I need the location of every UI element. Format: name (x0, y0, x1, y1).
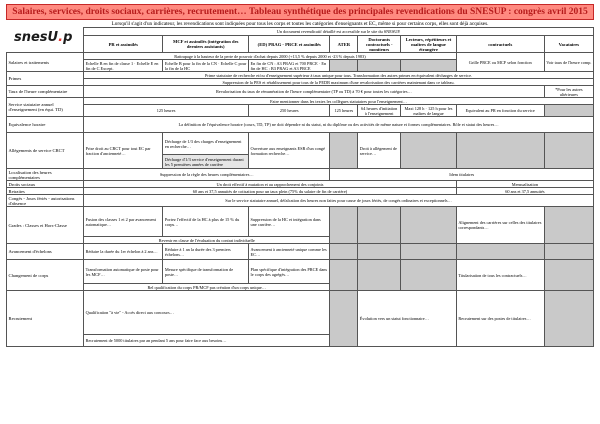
primes-line-1: Prime statutaire de recherche et/ou d'enseignement supérieur à taux unique pour tous. Transformation des autres primes en équivalent décharges de service. (84, 72, 594, 79)
col-ed: (ED) PRAG - PRCE et assimilés (249, 36, 330, 53)
retraites-text: 60 ans et 37,5 annuités de cotisation pour un taux plein (75% du salaire de fin de carrière) (84, 188, 457, 195)
row-label-retraites: Retraites (7, 188, 84, 195)
revendications-table (6, 27, 594, 347)
row-label-localisation: Localisation des heures complémentaires (7, 169, 84, 181)
row-label-droits: Droits sociaux (7, 181, 84, 188)
service-doct: 64 heures d'initiation à l'enseignement (358, 105, 401, 117)
grades-pr: Fusion des classes 1 et 2 par avancement automatique… (84, 207, 163, 237)
grey-cell (330, 60, 358, 72)
row-label-service: Service statutaire annuel d'enseignement (en équi. TD) (7, 98, 84, 117)
service-ater: 125 heures (330, 105, 358, 117)
salaires-top: Rattrapage à la hauteur de la perte de pouvoir d'achat depuis 2000 (+13,5 % depuis 2000 et -23 % depuis 1983) (84, 53, 457, 60)
localisation-text: Suppression de la règle des heures complémentaires… (84, 169, 330, 181)
changement-ed: Plan spécifique d'intégration des PRCE dans le corps des agrégés… (249, 260, 330, 284)
document-subtitle: Lorsqu'il s'agit d'un indicateur, les revendications sont indiquées pour tous les corps et toutes les catégories d'enseignants et EC, même si pour certains corps, elles sont déjà acquises. (111, 21, 489, 27)
row-label-recrutement: Recrutement (7, 291, 84, 347)
retraites-right: 60 ans et 37,5 annuités (456, 188, 593, 195)
row-label-equiv: Equivalence horaire (7, 117, 84, 133)
service-250: 250 heures (249, 105, 330, 117)
heure-text: Revalorisation du taux de rémunération de l'heure complémentaire (TP ou TD) à 70 € pour toutes les catégories… (84, 86, 545, 98)
col-doct: Doctorants contractuels - moniteurs (358, 36, 401, 53)
grey-cell (544, 260, 593, 291)
salaires-pr: Echelle B en fin de classe 1 · Echelle E en fin de C Except. (84, 60, 163, 72)
recrutement-contr: Recrutement sur des postes de titulaires… (456, 291, 544, 347)
grades-bottom: Revenir en classe de l'évaluation du contrat individuelle (84, 237, 330, 244)
droits-text: Un droit effectif à mutation et au rapprochement des conjoints (84, 181, 457, 188)
heure-note: *Pour les autres ultérieures (544, 86, 593, 98)
grey-cell (358, 207, 401, 244)
grey-cell (401, 60, 457, 72)
col-lect: Lecteurs, répétiteurs et maîtres de langue étrangère (401, 36, 457, 53)
changement-contr: Titularisation de tous les contractuels… (456, 260, 544, 291)
recrutement-ed: Évolution vers un statut fonctionnaire… (358, 291, 457, 347)
grades-ed: Suppression de la HC et intégration dans une carrière… (249, 207, 330, 237)
col-mcf: MCF et assimilés (intégration des derniers assistants) (163, 36, 249, 53)
grey-cell (358, 60, 401, 72)
document-title: Salaires, services, droits sociaux, carrières, recrutement… Tableau synthétique des principales revendications du SNESUP : congrès avril 2015 (6, 4, 594, 20)
allegements-mcf-b: Décharge d'1/3 service d'enseignement durant les 5 premières années de carrière (163, 155, 249, 169)
col-pr: PR et assimilés (84, 36, 163, 53)
changement-mcf: Mesure spécifique de transformation de poste… (163, 260, 249, 284)
localisation-ideas: Idem titulaires (330, 169, 594, 181)
conges-text: Sur le service statutaire annuel, défalcation des heures non faites pour cause de jours fériés, de congés ordinaires et exceptionnels… (84, 195, 594, 207)
grey-cell (456, 133, 544, 169)
salaires-ed: En fin de CN : A3 PRAG et 700 PRCE · En fin de HC : B3 PRAG et A3 PRCE (249, 60, 330, 72)
primes-line-2: Suppression de la PES et rétablissement pour tous de la PEDR maximum d'une revalorisation des carrières maintenant dans ce tableau. (84, 79, 594, 86)
allegements-doct: Droit à allègement de service… (358, 133, 401, 169)
recrutement-bottom: Recrutement de 5000 titulaires par an pendant 5 ans pour faire face aux besoins… (84, 335, 330, 347)
allegements-pr: Prise droit au CRCT pour tout EC par fraction d'ancienneté… (84, 133, 163, 169)
grey-cell (330, 291, 358, 347)
row-label-allegements: Allègements de service CRCT (7, 133, 84, 169)
allegements-ed: Ouverture aux enseignants ESR d'un congé formation recherche… (249, 133, 330, 169)
grey-cell (456, 244, 544, 260)
grey-cell (544, 291, 593, 347)
grey-cell (330, 244, 358, 260)
grades-contr: Alignement des carrières sur celles des titulaires correspondants… (456, 207, 544, 244)
row-label-salaires: Salaires et traitements (7, 53, 84, 72)
grey-cell (544, 207, 593, 244)
grey-cell (401, 133, 457, 169)
grey-cell (358, 244, 401, 260)
row-label-heure: Taux de l'heure complémentaire (7, 86, 84, 98)
allegements-mcf-a: Décharge de 1/3 des charges d'enseignement en recherche… (163, 133, 249, 155)
row-label-grades: Grades : Classes et Hors-Classe (7, 207, 84, 244)
col-ater: ATER (330, 36, 358, 53)
avancement-ed: Avancement à ancienneté unique comme les EC… (249, 244, 330, 260)
grey-cell (330, 260, 358, 291)
grey-cell (330, 207, 358, 244)
equiv-text: La définition de l'équivalence horaire (cours, TD, TP) ne doit dépendre ni du statut, ni du diplôme ou des activités de même nature et formes complémentaires. Rôle et statut des heures… (84, 117, 594, 133)
changement-pr: Transformation automatique de poste pour les MCF… (84, 260, 163, 284)
grey-cell (401, 260, 457, 291)
salaires-vac: Voir taux de l'heure comp. (544, 53, 593, 72)
grey-cell (544, 244, 593, 260)
grey-cell (358, 260, 401, 291)
service-top: Faire mentionner dans les textes les collègues statutaires pour l'enseignement… (84, 98, 594, 105)
service-lect: Maxi 128 h · 125 h pour les maîtres de langue (401, 105, 457, 117)
snesup-logo: snesU.p (14, 30, 73, 45)
row-label-conges: Congés - Jours fériés - autorisations d'absence (7, 195, 84, 207)
grey-cell (544, 105, 593, 117)
row-label-primes: Primes (7, 72, 84, 86)
service-contr: Equivalent au PR en fonction du service (456, 105, 544, 117)
row-label-avancement: Avancement d'échelons (7, 244, 84, 260)
changement-bottom: Rel qualification du corps PR/MCF pas création d'un corps unique… (84, 284, 330, 291)
grey-cell (544, 133, 593, 169)
salaires-contr: Grille PRCE ou MCF selon fonction (456, 53, 544, 72)
salaires-mcf: Echelle B pour la fin de la CN · Echelle C pour la fin de la HC (163, 60, 249, 72)
col-vac: Vacataires (544, 36, 593, 53)
group-label: Un document revendicatif détaillé est accessible sur le site du SNESUP. (84, 28, 594, 36)
grey-cell (401, 244, 457, 260)
service-125: 125 heures (84, 105, 249, 117)
avancement-pr: Réduire la durée du 1er échelon à 2 ans… (84, 244, 163, 260)
grey-cell (330, 133, 358, 169)
grey-cell (401, 207, 457, 244)
recrutement-top: Qualification "à vie" - Accès direct aux concours… (84, 291, 330, 335)
avancement-mcf: Réduire à 1 an la durée des 3 premiers échelons… (163, 244, 249, 260)
row-label-changement: Changement de corps (7, 260, 84, 291)
droits-mens: Mensualisation (456, 181, 593, 188)
col-contr: contractuels (456, 36, 544, 53)
grades-mcf: Portez l'effectif de la HC à plus de 15 % du corps… (163, 207, 249, 237)
